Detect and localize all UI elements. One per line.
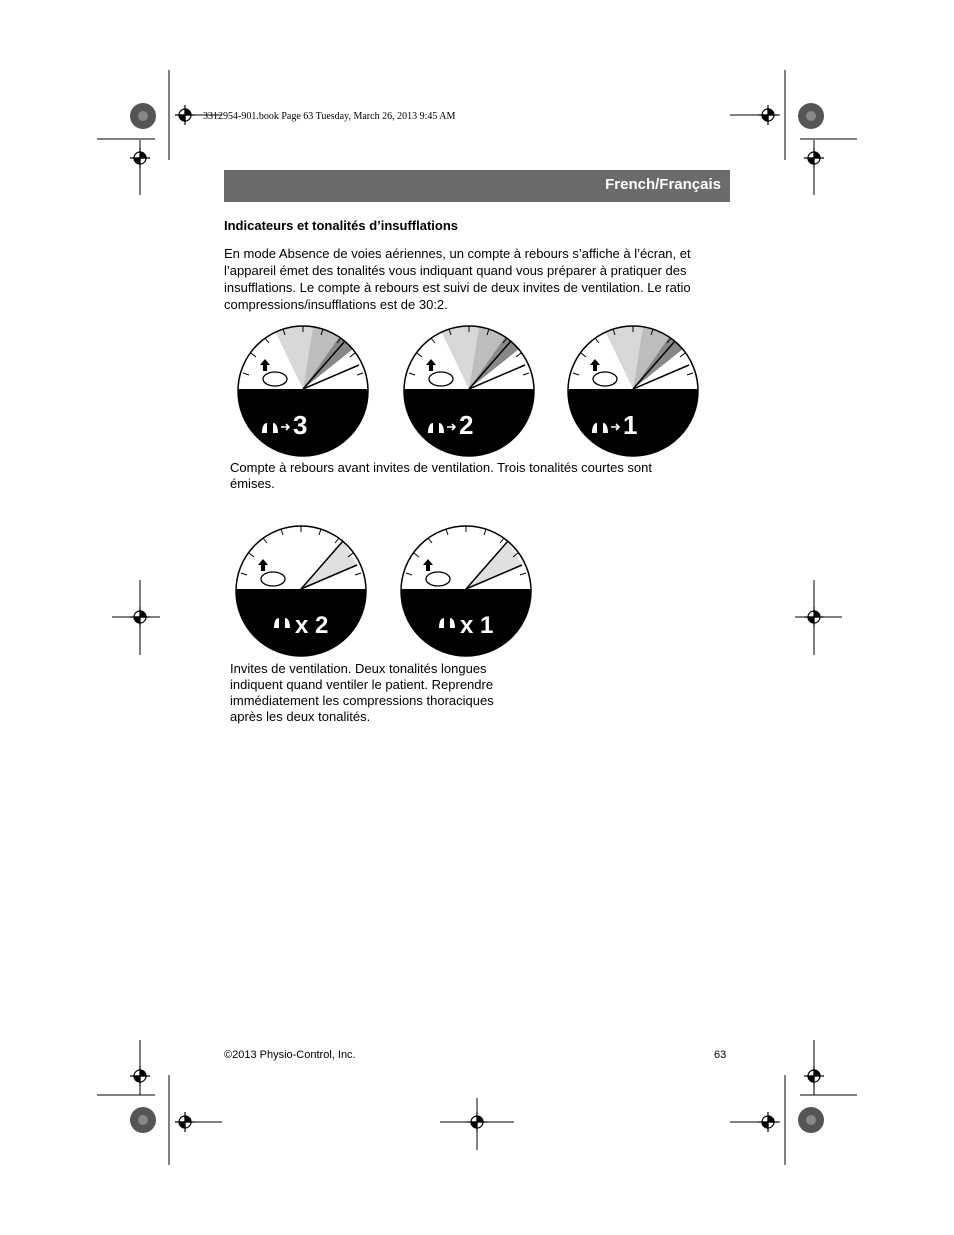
caption-line: Invites de ventilation. Deux tonalités longues xyxy=(230,661,487,676)
countdown-caption xyxy=(230,460,710,492)
language-label: French/Français xyxy=(605,176,721,193)
countdown-label: 1 xyxy=(623,410,638,440)
caption-line: immédiatement les compressions thoraciques xyxy=(230,693,494,708)
paragraph-line: insufflations. Le compte à rebours est suivi de deux invites de ventilation. Le ratio xyxy=(224,280,691,295)
caption-line: après les deux tonalités. xyxy=(230,709,371,724)
section-title: Indicateurs et tonalités d’insufflations xyxy=(224,218,459,233)
caption-line: indiquent quand ventiler le patient. Reprendre xyxy=(230,677,494,692)
prompt-dial xyxy=(398,523,534,659)
prompt-dial xyxy=(233,523,369,659)
prompt-label: x 2 xyxy=(295,612,329,639)
countdown-label: 2 xyxy=(459,410,474,440)
language-header-bar xyxy=(224,170,730,202)
page-number: 63 xyxy=(714,1049,727,1061)
countdown-dial xyxy=(565,323,701,459)
paragraph-line: l’appareil émet des tonalités vous indiquant quand vous préparer à pratiquer des xyxy=(224,263,687,278)
countdown-label: 3 xyxy=(293,410,308,440)
countdown-dial xyxy=(401,323,537,459)
body-paragraph xyxy=(224,245,730,313)
caption-line: Compte à rebours avant invites de ventilation. Trois tonalités courtes sont xyxy=(230,460,652,475)
countdown-dial xyxy=(235,323,371,459)
prompt-label: x 1 xyxy=(460,612,494,639)
prompts-caption xyxy=(230,661,530,725)
caption-line: émises. xyxy=(230,476,275,491)
paragraph-line: En mode Absence de voies aériennes, un compte à rebours s’affiche à l’écran, et xyxy=(224,246,691,261)
paragraph-line: compressions/insufflations est de 30:2. xyxy=(224,297,448,312)
copyright: ©2013 Physio-Control, Inc. xyxy=(224,1049,356,1061)
book-info: 3312954-901.book Page 63 Tuesday, March 26, 2013 9:45 AM xyxy=(203,111,456,122)
